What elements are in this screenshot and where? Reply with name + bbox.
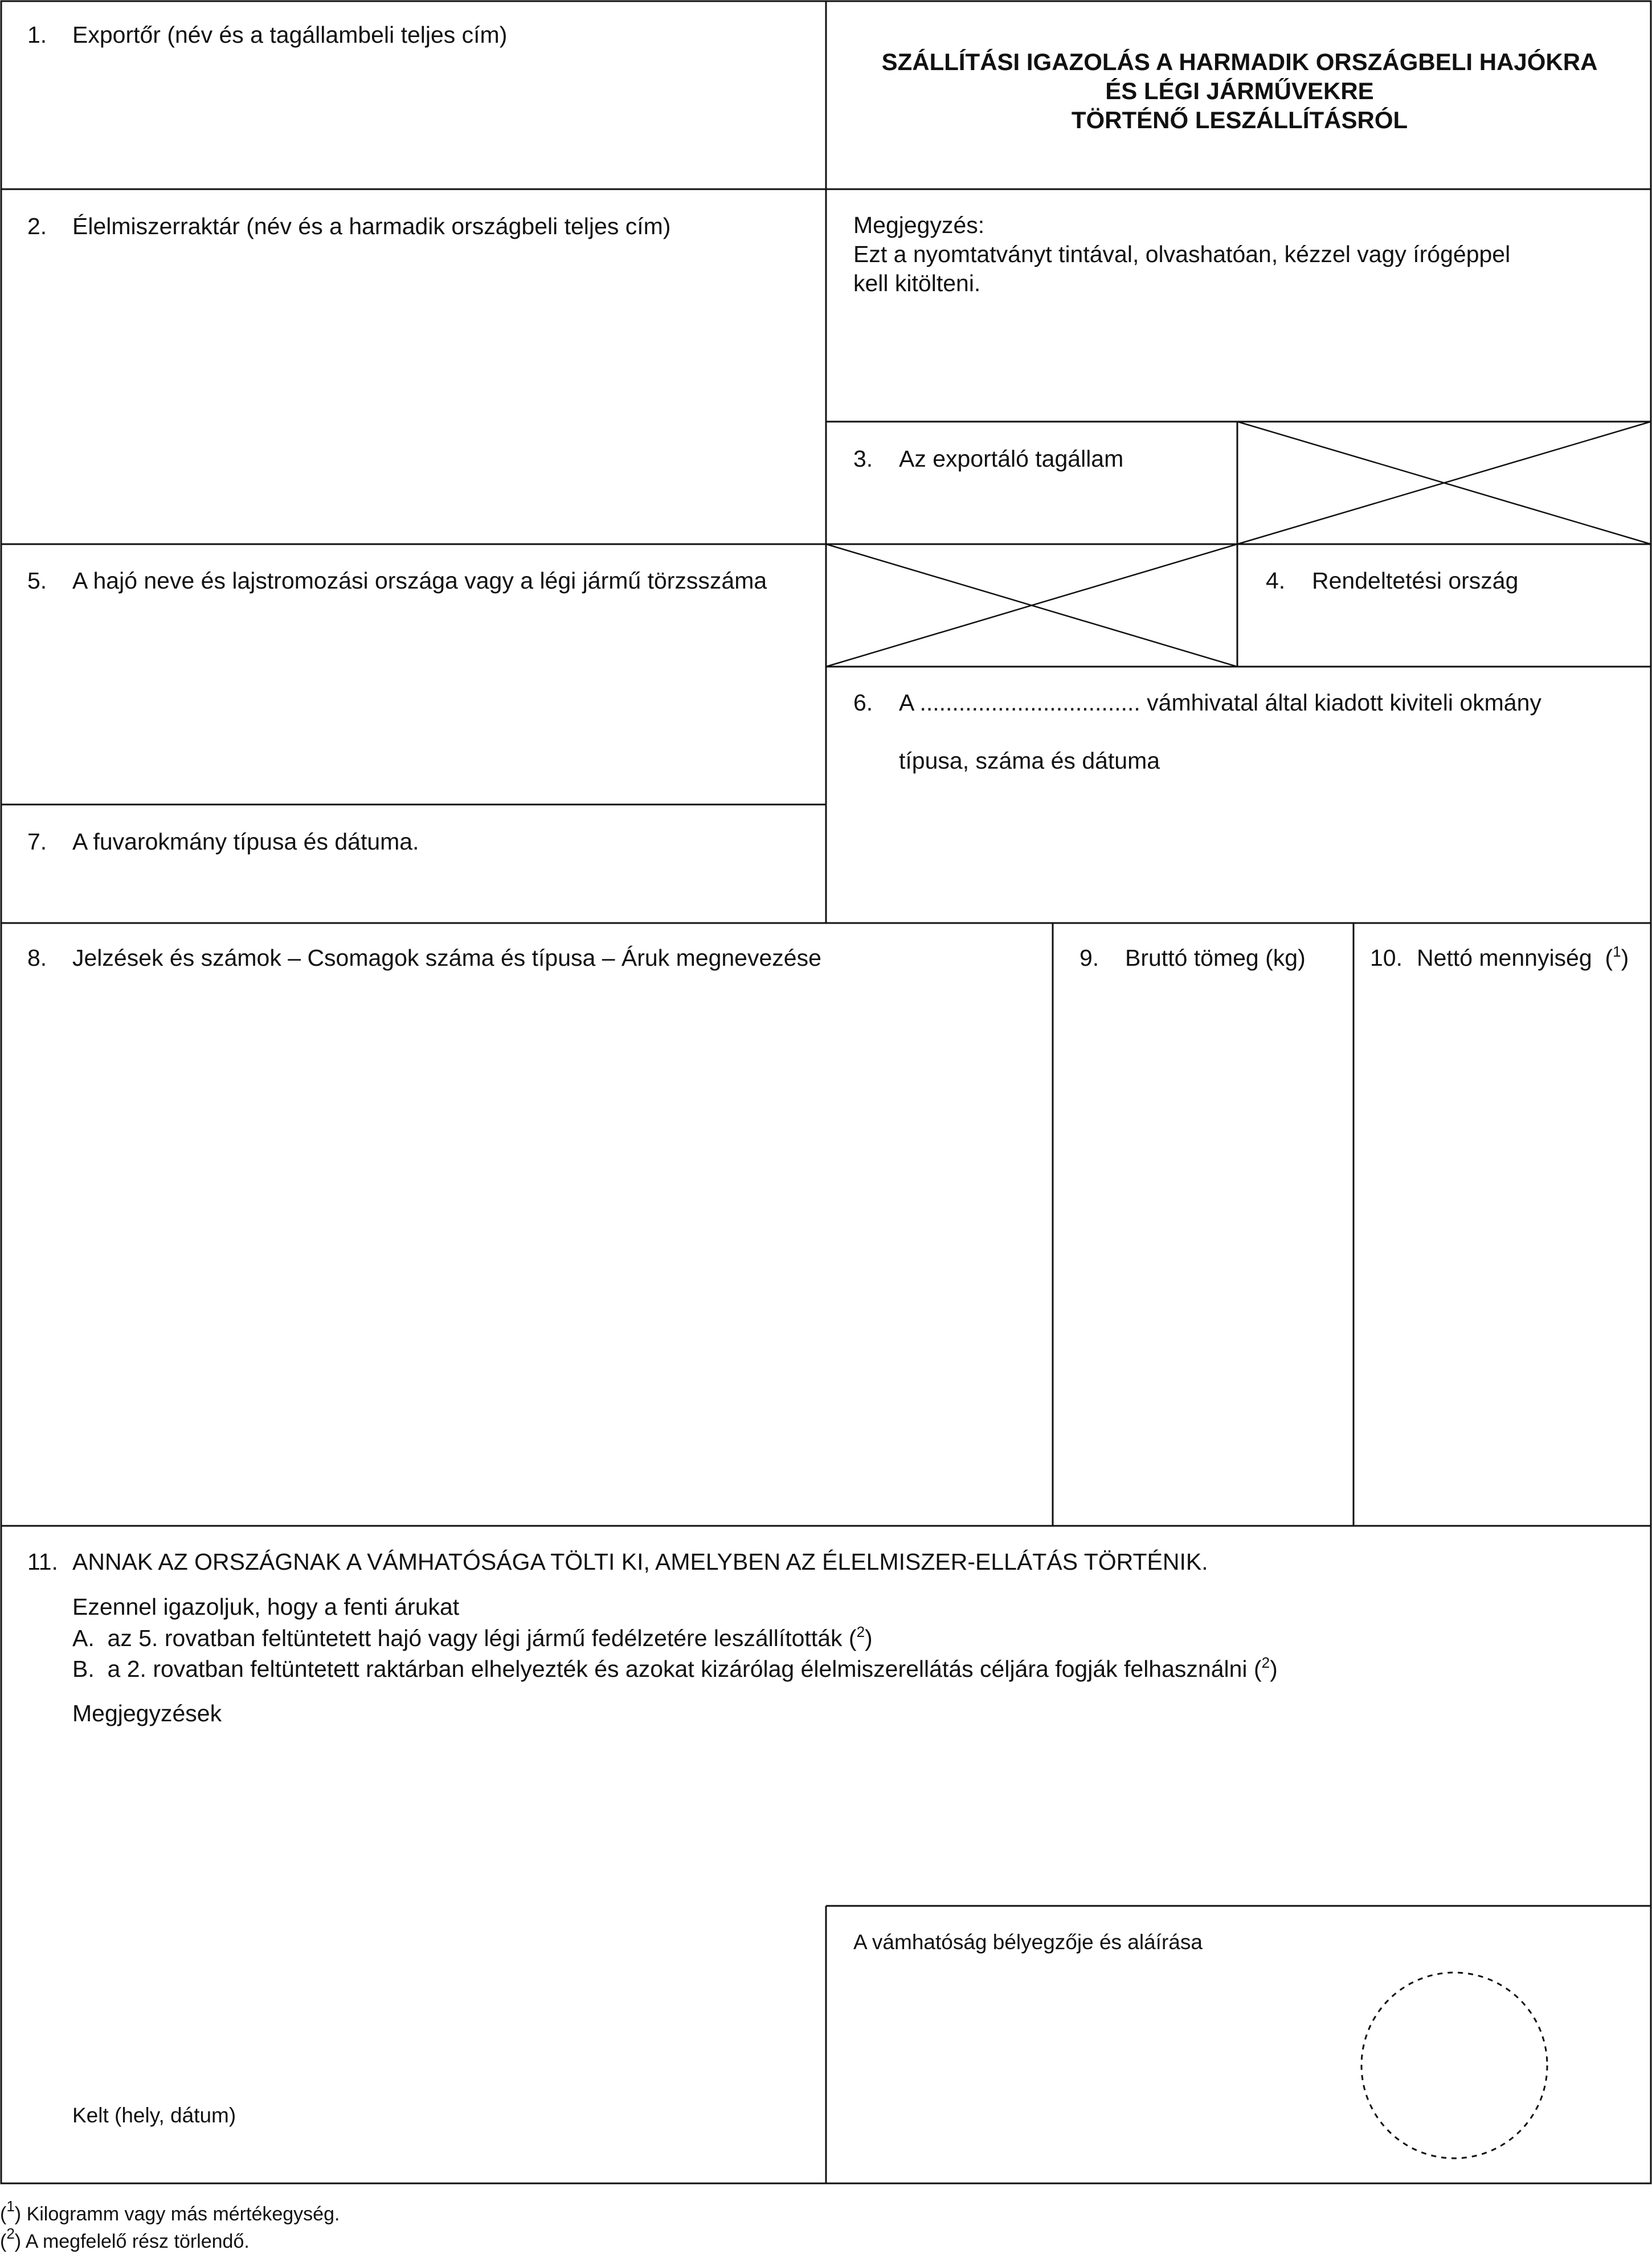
- footnote-1: ($^1$) Kilogramm vagy más mértékegység.: [0, 2198, 340, 2225]
- box10-label: Nettó mennyiség ($^1$): [1417, 943, 1629, 971]
- footnote-number: 2: [6, 2225, 15, 2242]
- box3-label: Az exportáló tagállam: [899, 446, 1124, 472]
- box2-label: Élelmiszerraktár (név és a harmadik országbeli teljes cím): [72, 213, 671, 239]
- box7-number: 7.: [27, 828, 47, 855]
- note-heading: Megjegyzés:: [853, 212, 985, 238]
- box1-number: 1.: [27, 22, 47, 48]
- box11-number: 11.: [27, 1549, 58, 1575]
- box5-label: A hajó neve és lajstromozási országa vagy a légi jármű törzsszáma: [72, 567, 767, 594]
- box6-label: A .................................. vámhivatal által kiadott kiviteli okmány: [899, 689, 1541, 716]
- box8-label: Jelzések és számok – Csomagok száma és típusa – Áruk megnevezése: [72, 945, 821, 971]
- footnote-text: A megfelelő rész törlendő.: [25, 2231, 250, 2252]
- footnote-number: 1: [6, 2198, 15, 2215]
- box10-number: 10.: [1370, 945, 1402, 971]
- form-title: [827, 47, 1652, 134]
- box9-number: 9.: [1079, 945, 1099, 971]
- footnote-ref: 2: [856, 1623, 865, 1640]
- place-date-label: Kelt (hely, dátum): [72, 2104, 236, 2127]
- footnote-ref: 1: [1613, 943, 1621, 960]
- fill-instructions-note: [853, 211, 1510, 298]
- option-a-text: az 5. rovatban feltüntetett hajó vagy légi jármű fedélzetére leszállították: [107, 1625, 843, 1651]
- option-b: B. a 2. rovatban feltüntetett raktárban elhelyezték és azokat kizárólag élelmiszerellátás céljára fogják felhasználni ($^2$): [72, 1654, 1278, 1682]
- option-a-letter: A.: [72, 1625, 95, 1651]
- box8-number: 8.: [27, 945, 47, 971]
- box4-number: 4.: [1266, 567, 1286, 594]
- box3-number: 3.: [853, 446, 873, 472]
- footnote-2: ($^2$) A megfelelő rész törlendő.: [0, 2225, 250, 2252]
- box10-label-text: Nettó mennyiség: [1417, 945, 1592, 971]
- box1-label: Exportőr (név és a tagállambeli teljes cím): [72, 22, 508, 48]
- box7-label: A fuvarokmány típusa és dátuma.: [72, 828, 419, 855]
- stamp-circle: [1361, 1973, 1547, 2158]
- footnote-text: Kilogramm vagy más mértékegység.: [26, 2203, 340, 2225]
- form-title-line: ÉS LÉGI JÁRMŰVEKRE: [1105, 77, 1374, 104]
- box2-number: 2.: [27, 213, 47, 239]
- box4-label: Rendeltetési ország: [1312, 567, 1519, 594]
- note-line: Ezt a nyomtatványt tintával, olvashatóan, kézzel vagy írógéppel: [853, 241, 1511, 267]
- option-b-letter: B.: [72, 1656, 95, 1682]
- option-a: A. az 5. rovatban feltüntetett hajó vagy légi jármű fedélzetére leszállították ($^2$): [72, 1623, 873, 1651]
- remarks-label: Megjegyzések: [72, 1700, 222, 1726]
- note-line: kell kitölteni.: [853, 270, 981, 296]
- option-b-text: a 2. rovatban feltüntetett raktárban elhelyezték és azokat kizárólag élelmiszerellátás céljára fogják felhasználni: [107, 1656, 1248, 1682]
- stamp-signature-label: A vámhatóság bélyegzője és aláírása: [853, 1930, 1203, 1954]
- box6-label-continued: típusa, száma és dátuma: [899, 748, 1160, 774]
- footnote-ref: 2: [1261, 1654, 1270, 1671]
- box3-cross-out: [1237, 422, 1651, 544]
- box6-number: 6.: [853, 689, 873, 716]
- form-title-line: SZÁLLÍTÁSI IGAZOLÁS A HARMADIK ORSZÁGBELI HAJÓKRA: [881, 48, 1598, 75]
- box5-cross-out: [826, 544, 1237, 667]
- box11-heading: ANNAK AZ ORSZÁGNAK A VÁMHATÓSÁGA TÖLTI KI, AMELYBEN AZ ÉLELMISZER-ELLÁTÁS TÖRTÉNIK.: [72, 1549, 1208, 1575]
- certification-intro: Ezennel igazoljuk, hogy a fenti árukat: [72, 1594, 460, 1620]
- box9-label: Bruttó tömeg (kg): [1125, 945, 1306, 971]
- form-title-line: TÖRTÉNŐ LESZÁLLÍTÁSRÓL: [1071, 107, 1408, 133]
- box5-number: 5.: [27, 567, 47, 594]
